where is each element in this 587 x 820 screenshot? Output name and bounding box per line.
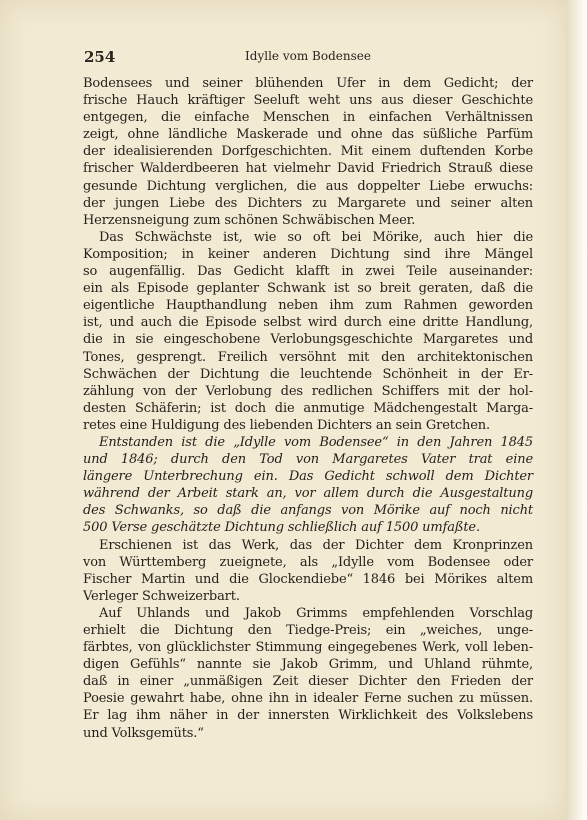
paragraph xyxy=(83,75,533,229)
text-line: Auf Uhlands und Jakob Grimms empfehlenden Vorschlag xyxy=(99,605,533,621)
text-line: längere Unterbrechung ein. Das Gedicht schwoll dem Dichter xyxy=(83,469,533,485)
text-line: während der Arbeit stark an, vor allem durch die Ausgestaltung xyxy=(83,486,533,502)
text-line: Erschienen ist das Werk, das der Dichter dem Kronprinzen xyxy=(99,537,533,553)
text-line: des Schwanks, so daß die anfangs von Mörike auf noch nicht xyxy=(83,503,533,519)
text-line: Fischer Martin und die Glockendiebe“ 1846 bei Mörikes altem xyxy=(83,571,533,587)
text-line: Verleger Schweizerbart. xyxy=(83,588,240,604)
text-line: Komposition; in keiner anderen Dichtung sind ihre Mängel xyxy=(83,246,533,262)
paragraph xyxy=(83,605,533,742)
text-line: der jungen Liebe des Dichters zu Margarete und seiner alten xyxy=(83,195,533,211)
text-line: erhielt die Dichtung den Tiedge-Preis; ein „weiches, unge- xyxy=(83,623,533,638)
text-line: frischer Walderdbeeren hat vielmehr David Friedrich Strauß diese xyxy=(83,161,533,177)
text-line: Das Schwächste ist, wie so oft bei Mörike, auch hier die xyxy=(99,229,533,245)
text-line: der idealisierenden Dorfgeschichten. Mit einem duftenden Korbe xyxy=(83,144,533,160)
paragraph xyxy=(83,537,533,605)
text-line: daß in einer „unmäßigen Zeit dieser Dichter den Frieden der xyxy=(83,674,533,690)
text-line: zeigt, ohne ländliche Maskerade und ohne das süßliche Parfüm xyxy=(83,127,533,143)
text-line: Herzensneigung zum schönen Schwäbischen Meer. xyxy=(83,212,416,228)
text-line: von Württemberg zueignete, als „Idylle vom Bodensee oder xyxy=(83,554,533,570)
text-line: so augenfällig. Das Gedicht klafft in zwei Teile auseinander: xyxy=(83,264,533,280)
text-line: ein als Episode geplanter Schwank ist so breit geraten, daß die xyxy=(83,281,533,297)
paragraph xyxy=(83,434,533,537)
running-head xyxy=(84,48,532,68)
text-line: desten Schäferin; ist doch die anmutige Mädchengestalt Marga- xyxy=(83,400,533,416)
page-edge xyxy=(566,0,587,820)
body-text xyxy=(83,75,533,742)
text-line: die in sie eingeschobene Verlobungsgeschichte Margaretes und xyxy=(83,332,533,348)
text-line: Poesie gewahrt habe, ohne ihn in idealer Ferne suchen zu müssen. xyxy=(83,691,533,707)
text-line: gesunde Dichtung verglichen, die aus doppelter Liebe erwuchs: xyxy=(83,178,533,194)
text-line: und 1846; durch den Tod von Margaretes Vater trat eine xyxy=(83,452,533,468)
text-line: frische Hauch kräftiger Seeluft weht uns aus dieser Geschichte xyxy=(83,93,533,109)
text-line: eigentliche Haupthandlung neben ihm zum Rahmen geworden xyxy=(83,298,533,314)
text-line: Tones, gesprengt. Freilich versöhnt mit den architektonischen xyxy=(83,349,533,365)
text-line: Entstanden ist die „Idylle vom Bodensee“ in den Jahren 1845 xyxy=(99,434,533,450)
text-line: entgegen, die einfache Menschen in einfachen Verhältnissen xyxy=(83,110,533,126)
text-line: retes eine Huldigung des liebenden Dichters an sein Gretchen. xyxy=(83,417,490,433)
text-line: digen Gefühls“ nannte sie Jakob Grimm, und Uhland rühmte, xyxy=(83,657,533,673)
running-title: Idylle vom Bodensee xyxy=(245,49,371,63)
page-number: 254 xyxy=(84,48,116,66)
text-line: Schwächen der Dichtung die leuchtende Schönheit in der Er- xyxy=(83,366,533,382)
text-line: färbtes, von glücklichster Stimmung eingegebenes Werk, voll leben- xyxy=(83,640,533,656)
text-line: zählung von der Verlobung des redlichen Schiffers mit der hol- xyxy=(83,383,533,399)
text-line: und Volksgemüts.“ xyxy=(83,725,204,741)
text-line: 500 Verse geschätzte Dichtung schließlich auf 1500 umfaßte. xyxy=(83,520,480,536)
text-line: Bodensees und seiner blühenden Ufer in dem Gedicht; der xyxy=(83,76,533,91)
paragraph xyxy=(83,229,533,434)
text-line: Er lag ihm näher in der innersten Wirklichkeit des Volkslebens xyxy=(83,708,533,724)
text-line: ist, und auch die Episode selbst wird durch eine dritte Handlung, xyxy=(83,315,533,331)
